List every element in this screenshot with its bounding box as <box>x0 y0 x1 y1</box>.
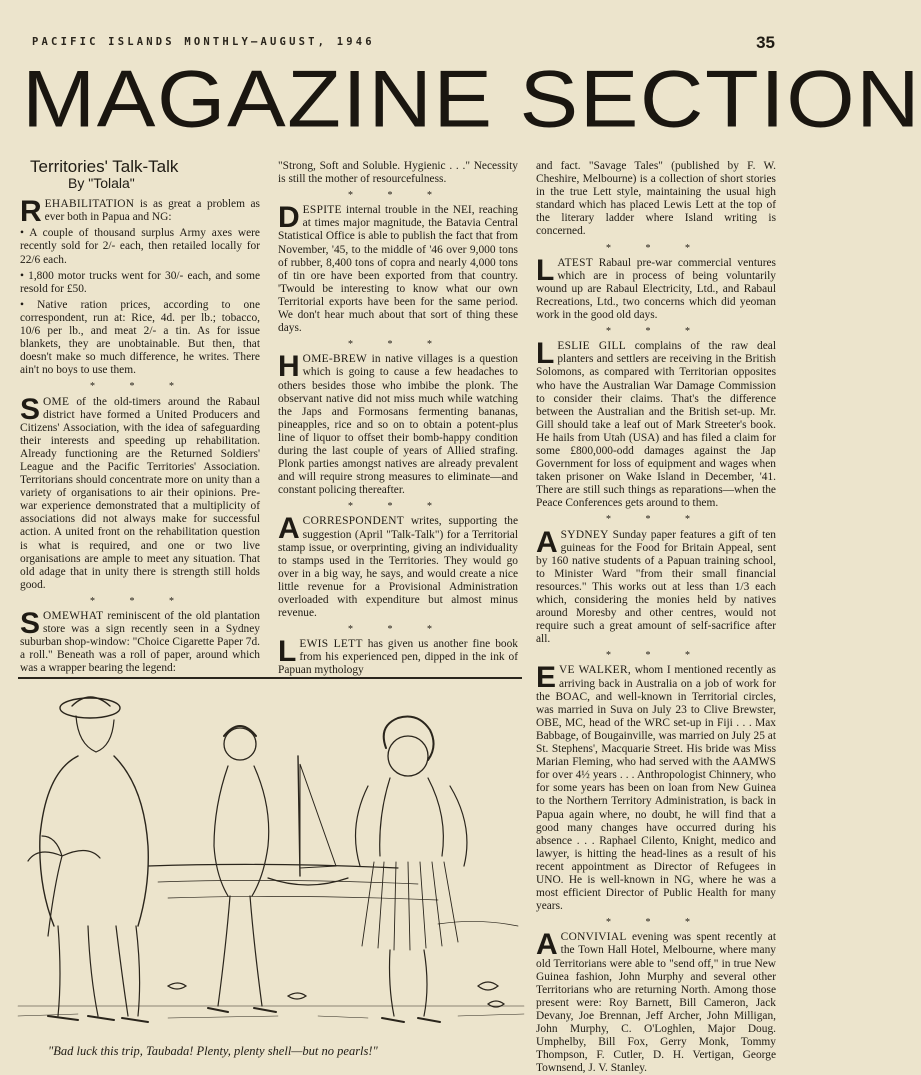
separator-stars: * * * <box>606 917 706 929</box>
cartoon-illustration <box>18 686 524 1031</box>
paragraph: ACONVIVIAL evening was spent recently at the Town Hall Hotel, Melbourne, where many old Territorians were able to "send off," in true New Guinea fashion, John Murphy and several other Territorians who are returning North. Among those present were: Roy Barnett, Bill Cameron, Jack Devany, Joe Brennan, Jeff Archer, John Milligan, John Murphy, C. O'Loghlen, Major Doug. Umphelby, Bill Fox, Gerry Monk, Tommy Thompson, F. Cutler, D. H. Vertigan, George Townsend, J. V. Stanley. <box>536 928 776 1075</box>
column-2 <box>278 160 518 677</box>
separator-stars: * * * <box>606 514 706 526</box>
separator-stars: * * * <box>90 381 190 393</box>
separator-stars: * * * <box>348 339 448 351</box>
paragraph: LESLIE GILL complains of the raw deal planters and settlers are receiving in the British Solomons, as compared with Territorian opposites who have the Australian War Damage Commission to consider their claims. That's the difference between the Australian and the British set-up. Mr. Gill should take a leaf out of Mark Streeter's book. He hails from Utah (USA) and has filed a claim for some £800,000-odd damages against the Jap Government for loss of equipment and wages when taken prisoner on Wake Island in December, '41. There are still such things as reparations—when the Peace Conferences gets around to them. <box>536 337 776 510</box>
cartoon-drawing <box>18 686 524 1031</box>
article-byline: By "Tolala" <box>68 175 135 192</box>
paragraph: ASYDNEY Sunday paper features a gift of ten guineas for the Food for Britain Appeal, sent by 160 native students of a Papuan training school, to Minister Ward "from their small financial resources." This works out at less than 1/3 each which, considering the monies held by natives around Moresby and other centres, would not require such a great amount of self-sacrifice after all. <box>536 525 776 646</box>
paragraph: LEWIS LETT has given us another fine book from his experienced pen, dipped in the ink of Papuan mythology <box>278 635 518 677</box>
bullet-item: • Native ration prices, according to one correspondent, run at: Rice, 4d. per lb.; tobacco, 10/6 per lb., and meat 2/- a tin. As for issue blankets, they are unobtainable. But then, that doesn't make so much difference, he writes. There ain't no boys to use them. <box>20 298 260 377</box>
separator-stars: * * * <box>348 501 448 513</box>
paragraph: ACORRESPONDENT writes, supporting the suggestion (April "Talk-Talk") for a Territorial stamp issue, or overprinting, giving an individuality to stamps used in the Territories. They would go over in a big way, he says, and would create a nice little revenue for a Provisional Administration overloaded with expenditure but almost minus revenue. <box>278 512 518 620</box>
separator-stars: * * * <box>348 624 448 636</box>
article-title: Territories' Talk-Talk <box>30 157 179 176</box>
paragraph: and fact. "Savage Tales" (published by F. W. Cheshire, Melbourne) is a collection of short stories in the true Lett style, maintaining the usual high standard which has placed Lewis Lett at the top of the literary ladder where Island writing is concerned. <box>536 160 776 238</box>
separator-stars: * * * <box>348 190 448 202</box>
bullet-item: • A couple of thousand surplus Army axes were recently sold for 2/- each, then retailed locally for 22/6 each. <box>20 227 260 266</box>
paragraph: SOMEWHAT reminiscent of the old plantation store was a sign recently seen in a Sydney suburban shop-window: "Choice Cigarette Paper 7d. a roll." Beneath was a roll of paper, around which was a wrapper bearing the legend: <box>20 607 261 675</box>
column-3 <box>536 160 776 1075</box>
paragraph: LATEST Rabaul pre-war commercial ventures which are in process of being voluntarily wound up are Rabaul Electricity, Ltd., and Rabaul Recreations, Ltd., two concerns which did yeoman work in the good old days. <box>536 253 776 322</box>
paragraph: DESPITE internal trouble in the NEI, reaching at times major magnitude, the Batavia Central Statistical Office is able to publish the fact that from November, '45, to the middle of '46 over 9,000 tons of rubber, 8,400 tons of copra and nearly 4,000 tons of tin ore have been exported from that country. 'Twould be interesting to know what our own Territorial exports have been for the same period. We don't hear much about that sort of thing these days. <box>278 201 518 335</box>
paragraph: REHABILITATION is as great a problem as ever both in Papua and NG: <box>20 195 260 229</box>
paragraph: SOME of the old-timers around the Rabaul district have formed a United Producers and Citizens' Association, with the idea of safeguarding their interests and speeding up rehabilitation. Already functioning are the Returned Soldiers' League and the Pacific Territories' Association. Territorians should concentrate more on unity than a variety of organisations to air their opinions. Pre-war experience demonstrated that a multiplicity of associations did not always make for successful action. A united front on the rehabilitation question is what is required, and one or two live organisations are ample to meet any situation. That old adage that in unity there is strength still holds good. <box>20 392 260 591</box>
page-number: 35 <box>756 33 775 52</box>
column-1 <box>20 157 261 675</box>
illustration-top-rule <box>18 677 522 679</box>
separator-stars: * * * <box>90 595 190 607</box>
separator-stars: * * * <box>606 650 706 662</box>
paragraph: HOME-BREW in native villages is a question which is going to cause a few headaches to others besides those who imbibe the plonk. The observant native did not miss much while watching the Japs and Formosans fermenting bananas, pineapples, rice and so on to obtain a potent-plus line of liquor to offset their bomb-happy condition during the last couple of years of Allied strafing. Plonk parties amongst natives are already prevalent and will require strong measures to eliminate—and constant policing thereafter. <box>278 350 518 497</box>
running-head: PACIFIC ISLANDS MONTHLY—AUGUST, 1946 <box>32 36 375 48</box>
separator-stars: * * * <box>606 326 706 338</box>
paragraph: EVE WALKER, whom I mentioned recently as arriving back in Australia on a job of work for the BOAC, and well-known in Territorial circles, was married in Suva on July 23 to Clive Brewster, OBE, MC, head of the WRC set-up in Fiji . . . Max Babbage, of Bougainville, was married on July 25 at St. Stephens', Macquarie Street. His bride was Miss Marian Fleming, who had served with the AAMWS for over 4½ years . . . Anthropologist Chinnery, who for some years has been on loan from New Guinea to the Northern Territory Administration, is back in Papua again where, no doubt, he will find that a good many changes have occurred during his absence . . . Raphael Cilento, Knight, medico and lawyer, is hitting the head-lines as a result of his recent appointment as Director of Refugees in UNO. He is well-known in NG, where he was a most efficient Director of Public Health for many years. <box>536 661 776 913</box>
masthead: MAGAZINE SECTION <box>22 52 921 145</box>
illustration-caption: "Bad luck this trip, Taubada! Plenty, plenty shell—but no pearls!" <box>48 1044 378 1058</box>
bullet-item: • 1,800 motor trucks went for 30/- each, and some resold for £50. <box>20 269 260 295</box>
separator-stars: * * * <box>606 242 706 254</box>
paragraph: "Strong, Soft and Soluble. Hygienic . . ." Necessity is still the mother of resourcefulness. <box>278 160 518 186</box>
